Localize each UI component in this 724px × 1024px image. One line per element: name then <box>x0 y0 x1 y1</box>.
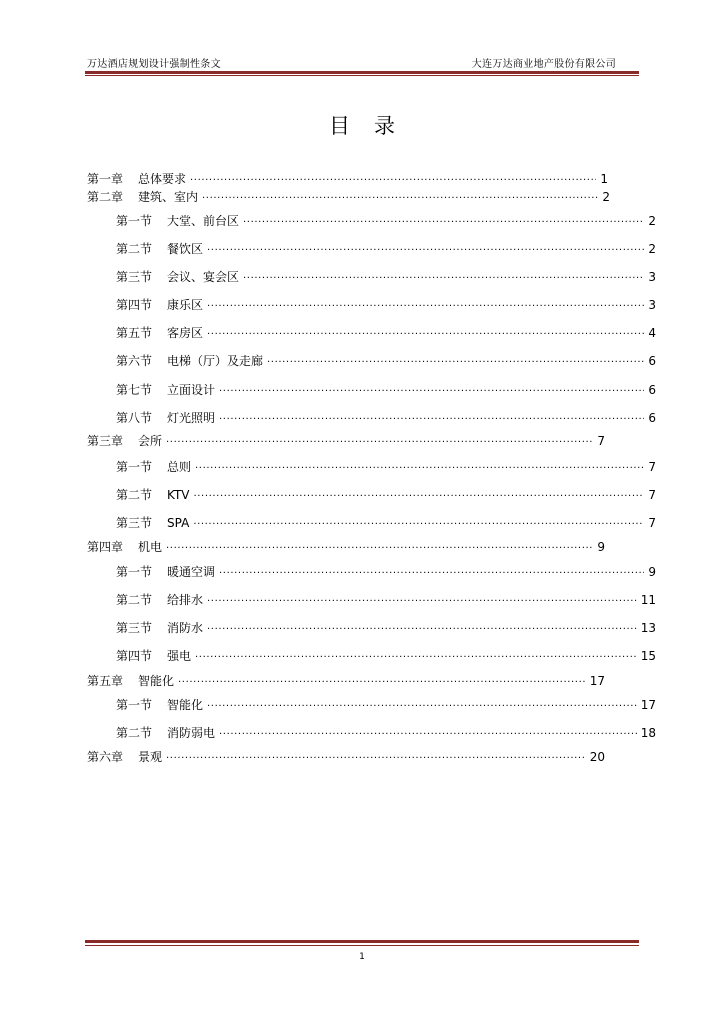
toc-entry-number: 第四节 <box>116 298 153 312</box>
page-title: 目录 <box>329 114 419 138</box>
toc-leader-dots <box>219 407 644 425</box>
toc-entry[interactable] <box>116 648 656 664</box>
toc-entry-label: KTV <box>167 488 190 502</box>
toc-entry-page: 7 <box>597 434 605 448</box>
toc-entry-number: 第二节 <box>116 488 153 502</box>
toc-entry-number: 第二节 <box>116 593 153 607</box>
toc-entry-page: 3 <box>648 270 656 284</box>
toc-entry-label: SPA <box>167 516 190 530</box>
toc-leader-dots <box>243 266 644 284</box>
toc-entry-label: 给排水 <box>167 593 204 607</box>
toc-leader-dots <box>195 645 637 663</box>
toc-leader-dots <box>207 694 637 712</box>
toc-entry[interactable] <box>87 539 605 555</box>
toc-entry-label: 建筑、室内 <box>138 190 199 204</box>
toc-entry-page: 6 <box>648 383 656 397</box>
toc-entry-page: 17 <box>589 674 605 688</box>
toc-entry-label: 景观 <box>138 750 163 764</box>
toc-leader-dots <box>194 484 645 502</box>
toc-entry-page: 7 <box>648 460 656 474</box>
toc-entry-page: 4 <box>648 326 656 340</box>
toc-entry[interactable] <box>116 382 656 398</box>
toc-entry[interactable] <box>116 269 656 285</box>
toc-entry[interactable] <box>116 725 656 741</box>
toc-leader-dots <box>190 168 596 186</box>
toc-entry-number: 第一节 <box>116 565 153 579</box>
toc-entry-page: 7 <box>648 516 656 530</box>
toc-entry-number: 第三节 <box>116 270 153 284</box>
toc-entry-page: 2 <box>648 242 656 256</box>
toc-entry[interactable] <box>116 620 656 636</box>
toc-entry[interactable] <box>87 189 610 205</box>
toc-entry-label: 总则 <box>167 460 192 474</box>
toc-entry-label: 暖通空调 <box>167 565 216 579</box>
toc-entry-label: 大堂、前台区 <box>167 214 240 228</box>
page-number: 1 <box>359 952 365 962</box>
header-rule-thin <box>85 75 639 76</box>
toc-entry-page: 11 <box>640 593 656 607</box>
toc-entry-label: 立面设计 <box>167 383 216 397</box>
footer-rule <box>85 940 639 943</box>
toc-entry-number: 第一章 <box>87 172 124 186</box>
toc-entry-label: 智能化 <box>138 674 175 688</box>
toc-entry-label: 电梯（厅）及走廊 <box>167 354 264 368</box>
toc-entry-number: 第二节 <box>116 242 153 256</box>
toc-entry-label: 会议、宴会区 <box>167 270 240 284</box>
footer-rule-thin <box>85 945 639 946</box>
toc-entry-number: 第六节 <box>116 354 153 368</box>
toc-entry-label: 消防弱电 <box>167 726 216 740</box>
toc-entry-page: 9 <box>597 540 605 554</box>
toc-leader-dots <box>207 294 644 312</box>
toc-entry[interactable] <box>87 171 608 187</box>
toc-entry-number: 第一节 <box>116 460 153 474</box>
toc-entry-number: 第八节 <box>116 411 153 425</box>
toc-leader-dots <box>178 670 586 688</box>
header-company-name: 大连万达商业地产股份有限公司 <box>471 59 616 70</box>
toc-leader-dots <box>202 186 598 204</box>
toc-leader-dots <box>166 746 586 764</box>
toc-entry-number: 第一节 <box>116 698 153 712</box>
toc-leader-dots <box>207 617 637 635</box>
toc-leader-dots <box>243 210 644 228</box>
toc-entry-page: 15 <box>640 649 656 663</box>
toc-entry[interactable] <box>116 213 656 229</box>
toc-entry-number: 第七节 <box>116 383 153 397</box>
toc-entry-label: 客房区 <box>167 326 204 340</box>
toc-entry[interactable] <box>116 410 656 426</box>
toc-entry[interactable] <box>116 325 656 341</box>
toc-entry-label: 智能化 <box>167 698 204 712</box>
toc-entry-label: 总体要求 <box>138 172 187 186</box>
toc-entry[interactable] <box>87 433 605 449</box>
toc-entry-page: 3 <box>648 298 656 312</box>
toc-leader-dots <box>207 589 637 607</box>
toc-leader-dots <box>267 350 644 368</box>
toc-entry-label: 灯光照明 <box>167 411 216 425</box>
toc-entry-page: 1 <box>600 172 608 186</box>
toc-entry-number: 第三节 <box>116 621 153 635</box>
toc-leader-dots <box>193 512 644 530</box>
toc-entry-label: 康乐区 <box>167 298 204 312</box>
toc-entry-label: 餐饮区 <box>167 242 204 256</box>
header-rule <box>85 71 639 74</box>
toc-entry-page: 17 <box>640 698 656 712</box>
toc-entry-label: 机电 <box>138 540 163 554</box>
toc-entry-number: 第二章 <box>87 190 124 204</box>
toc-entry-label: 会所 <box>138 434 163 448</box>
toc-entry-number: 第三章 <box>87 434 124 448</box>
toc-entry-page: 13 <box>640 621 656 635</box>
toc-entry-number: 第四节 <box>116 649 153 663</box>
toc-entry[interactable] <box>116 353 656 369</box>
toc-entry-page: 20 <box>589 750 605 764</box>
toc-leader-dots <box>195 456 644 474</box>
toc-leader-dots <box>219 561 644 579</box>
toc-entry-page: 2 <box>602 190 610 204</box>
toc-entry[interactable] <box>116 297 656 313</box>
toc-entry-label: 强电 <box>167 649 192 663</box>
toc-leader-dots <box>207 238 644 256</box>
toc-entry[interactable] <box>87 749 605 765</box>
toc-entry[interactable] <box>116 592 656 608</box>
toc-entry[interactable] <box>116 459 656 475</box>
toc-entry-number: 第二节 <box>116 726 153 740</box>
toc-leader-dots <box>219 722 637 740</box>
toc-entry[interactable] <box>116 487 656 503</box>
toc-entry-number: 第五章 <box>87 674 124 688</box>
toc-entry-page: 7 <box>648 488 656 502</box>
toc-entry-number: 第三节 <box>116 516 153 530</box>
toc-entry-page: 6 <box>648 354 656 368</box>
header-document-title: 万达酒店规划设计强制性条文 <box>87 59 221 70</box>
toc-entry[interactable] <box>116 697 656 713</box>
toc-entry-number: 第四章 <box>87 540 124 554</box>
toc-entry-page: 9 <box>648 565 656 579</box>
toc-entry-number: 第一节 <box>116 214 153 228</box>
toc-leader-dots <box>207 322 644 340</box>
toc-leader-dots <box>219 379 644 397</box>
toc-entry-page: 18 <box>640 726 656 740</box>
toc-leader-dots <box>166 536 593 554</box>
toc-entry[interactable] <box>116 515 656 531</box>
toc-entry[interactable] <box>116 241 656 257</box>
toc-entry-page: 6 <box>648 411 656 425</box>
toc-entry-page: 2 <box>648 214 656 228</box>
toc-entry-number: 第六章 <box>87 750 124 764</box>
toc-entry-label: 消防水 <box>167 621 204 635</box>
toc-leader-dots <box>166 430 593 448</box>
toc-entry[interactable] <box>87 673 605 689</box>
toc-entry-number: 第五节 <box>116 326 153 340</box>
toc-entry[interactable] <box>116 564 656 580</box>
